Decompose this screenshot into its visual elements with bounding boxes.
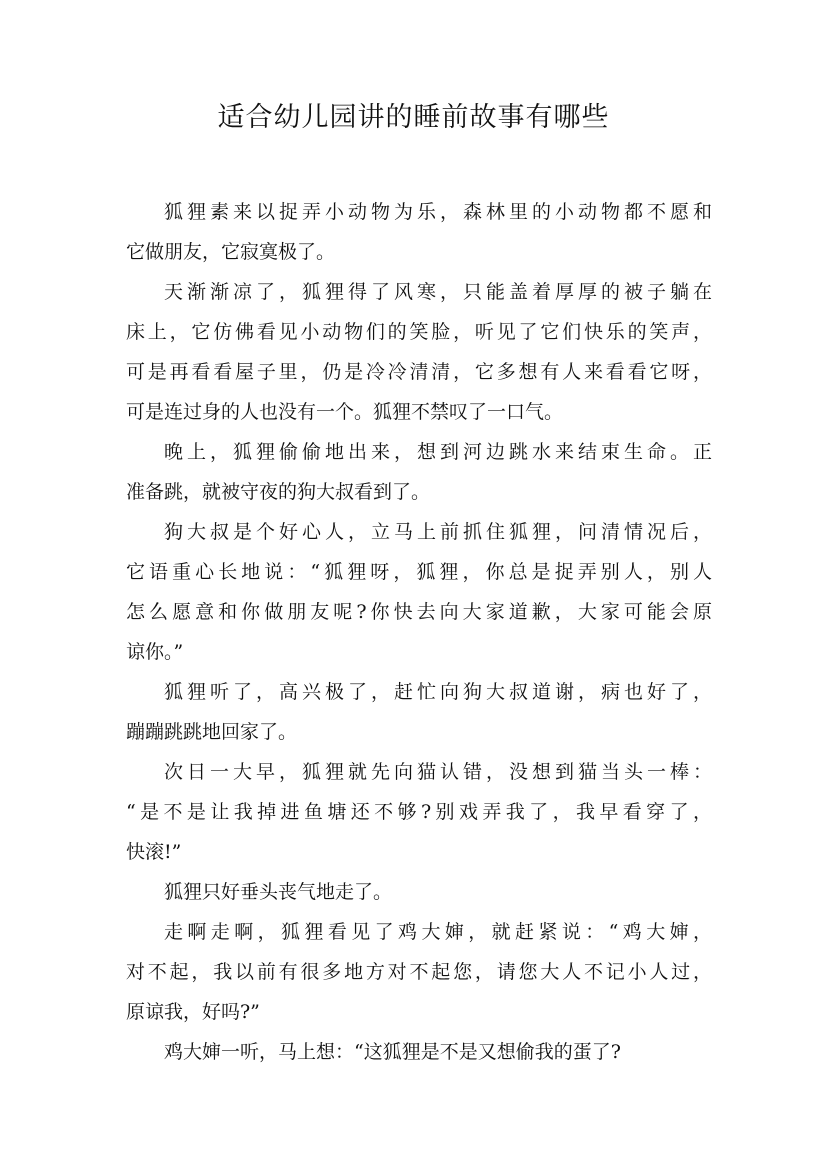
paragraph bbox=[126, 752, 712, 872]
text-line: 晚上，狐狸偷偷地出来，想到河边跳水来结束生命。正 bbox=[164, 441, 712, 463]
paragraph bbox=[126, 672, 712, 752]
text-line: 准备跳，就被守夜的狗大叔看到了。 bbox=[126, 481, 431, 503]
text-line: 怎么愿意和你做朋友呢?你快去向大家道歉，大家可能会原 bbox=[126, 601, 712, 623]
text-line: “是不是让我掉进鱼塘还不够?别戏弄我了，我早看穿了， bbox=[126, 801, 712, 823]
paragraph bbox=[126, 912, 712, 1032]
document-title: 适合幼儿园讲的睡前故事有哪些 bbox=[217, 102, 610, 133]
text-line: 蹦蹦跳跳地回家了。 bbox=[126, 721, 298, 743]
text-line: 对不起，我以前有很多地方对不起您，请您大人不记小人过， bbox=[126, 961, 712, 983]
text-line: 狐狸听了，高兴极了，赶忙向狗大叔道谢，病也好了， bbox=[164, 681, 712, 703]
paragraph bbox=[126, 432, 712, 512]
text-line: 原谅我，好吗?” bbox=[126, 1001, 260, 1023]
document-body bbox=[126, 192, 712, 1072]
paragraph bbox=[126, 192, 712, 272]
text-line: 可是再看看屋子里，仍是冷冷清清，它多想有人来看看它呀， bbox=[126, 361, 712, 383]
text-line: 鸡大婶一听，马上想：“这狐狸是不是又想偷我的蛋了? bbox=[164, 1041, 621, 1063]
paragraph bbox=[126, 272, 712, 432]
text-line: 狐狸素来以捉弄小动物为乐，森林里的小动物都不愿和 bbox=[164, 201, 712, 223]
paragraph bbox=[126, 512, 712, 672]
text-line: 它语重心长地说：“狐狸呀，狐狸，你总是捉弄别人，别人 bbox=[126, 561, 712, 583]
text-line: 走啊走啊，狐狸看见了鸡大婶，就赶紧说：“鸡大婶， bbox=[164, 921, 712, 943]
paragraph bbox=[126, 1032, 712, 1072]
text-line: 狗大叔是个好心人，立马上前抓住狐狸，问清情况后， bbox=[164, 521, 712, 543]
text-line: 次日一大早，狐狸就先向猫认错，没想到猫当头一棒： bbox=[164, 761, 712, 783]
text-line: 天渐渐凉了，狐狸得了风寒，只能盖着厚厚的被子躺在 bbox=[164, 281, 712, 303]
text-line: 床上，它仿佛看见小动物们的笑脸，听见了它们快乐的笑声， bbox=[126, 321, 712, 343]
text-line: 谅你。” bbox=[126, 641, 184, 663]
text-line: 狐狸只好垂头丧气地走了。 bbox=[164, 881, 393, 903]
text-line: 它做朋友，它寂寞极了。 bbox=[126, 241, 336, 263]
paragraph bbox=[126, 872, 712, 912]
text-line: 可是连过身的人也没有一个。狐狸不禁叹了一口气。 bbox=[126, 401, 564, 423]
text-line: 快滚!” bbox=[126, 841, 182, 863]
